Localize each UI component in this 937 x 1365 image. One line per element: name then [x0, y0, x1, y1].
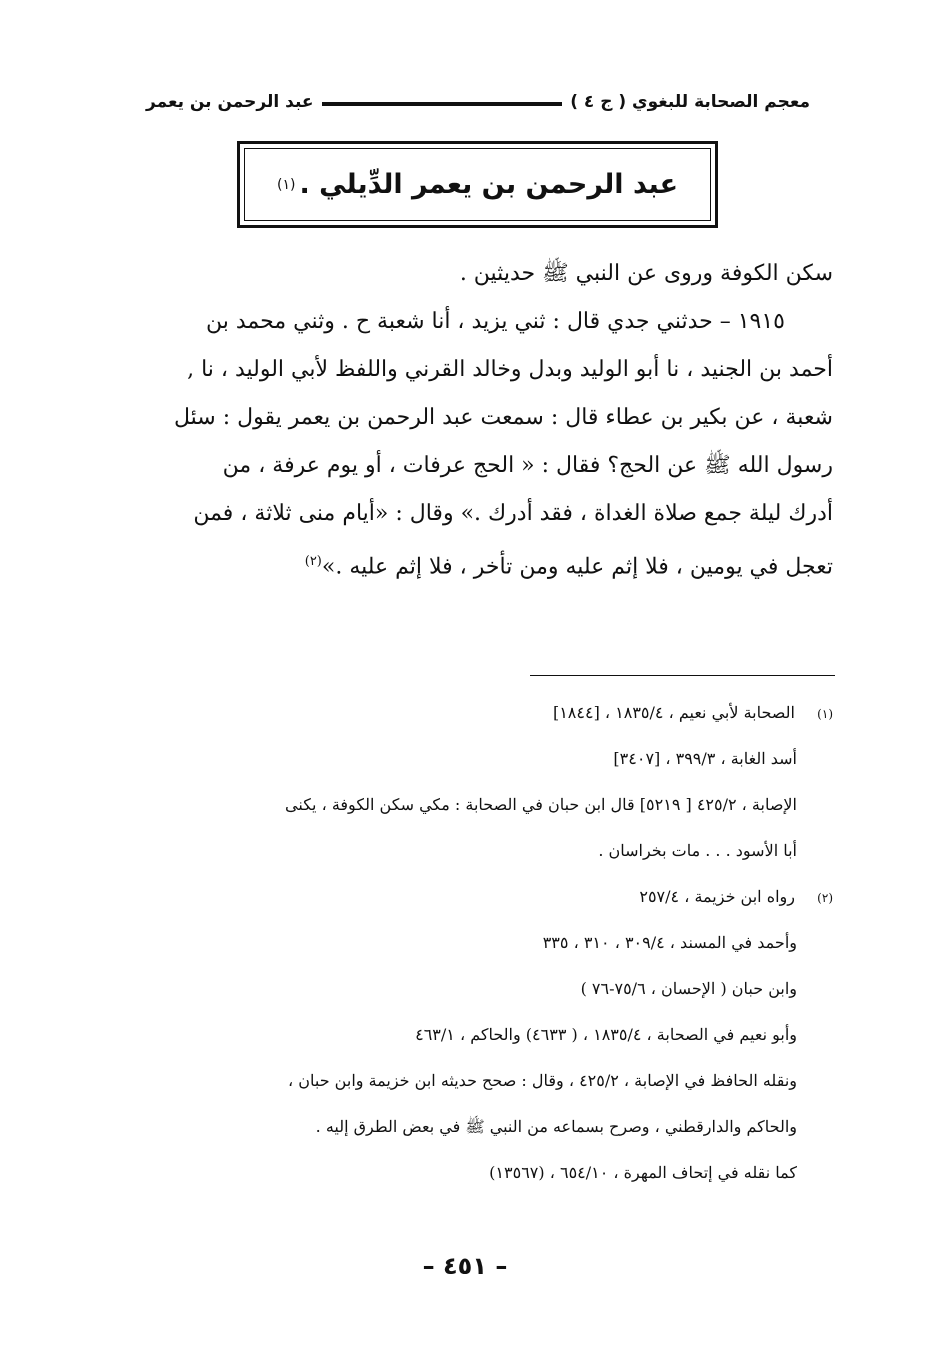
body-text	[133, 250, 833, 591]
footnote-text: أسد الغابة ، ٣٩٩/٣ ، [٣٤٠٧]	[613, 749, 797, 768]
footnote-separator	[530, 675, 835, 676]
body-line: أدرك ليلة جمع صلاة الغداة ، فقد أدرك .» وقال : «أيام منى ثلاثة ، فمن	[193, 501, 833, 526]
page-number: – ٤٥١ –	[422, 1252, 508, 1280]
footnote-line	[113, 874, 833, 920]
footnote-line	[113, 920, 833, 966]
footnote-line	[113, 782, 833, 828]
footnote-line	[113, 1058, 833, 1104]
footnote-text: الإصابة ، ٤٢٥/٢ [ ٥٢١٩] قال ابن حبان في الصحابة : مكي سكن الكوفة ، يكنى	[285, 795, 797, 814]
footnote-text: والحاكم والدارقطني ، وصرح بسماعه من النبي ﷺ في بعض الطرق إليه .	[315, 1117, 797, 1136]
body-line: رسول الله ﷺ عن الحج؟ فقال : « الحج عرفات ، أو يوم عرفة ، من	[222, 453, 833, 478]
body-line-last	[133, 538, 833, 591]
body-intro: سكن الكوفة وروى عن النبي ﷺ حديثين .	[459, 261, 833, 286]
header-entry-name: عبد الرحمن بن يعمر	[146, 92, 314, 112]
footnote-number: (٢)	[817, 891, 833, 905]
footnote-line	[113, 690, 833, 736]
footnotes	[113, 690, 833, 1196]
footnote-text: الصحابة لأبي نعيم ، ١٨٣٥/٤ ، [١٨٤٤]	[552, 703, 795, 722]
footnote-line	[113, 828, 833, 874]
running-header	[146, 88, 810, 116]
body-line: ١٩١٥ – حدثني جدي قال : ثني يزيد ، أنا شعبة ح . وثني محمد بن	[206, 309, 785, 334]
footnote-text: وأحمد في المسند ، ٣٠٩/٤ ، ٣١٠ ، ٣٣٥	[542, 933, 797, 952]
entry-title-footnote-ref: (١)	[277, 176, 296, 193]
footnote-line	[113, 1104, 833, 1150]
body-line: تعجل في يومين ، فلا إثم عليه ومن تأخر ، فلا إثم عليه .»	[321, 554, 833, 580]
body-line: أحمد بن الجنيد ، نا أبو الوليد وبدل وخالد القرني واللفظ لأبي الوليد ، نا ,	[187, 357, 833, 382]
footnote-text: رواه ابن خزيمة ، ٢٥٧/٤	[639, 887, 795, 906]
footnote-text: كما نقله في إتحاف المهرة ، ٦٥٤/١٠ ، (١٣٥٦٧)	[489, 1163, 797, 1182]
footnote-line	[113, 966, 833, 1012]
footnote-text: وابن حبان ( الإحسان ، ٧٥/٦-٧٦ )	[580, 979, 797, 998]
footnote-text: ونقله الحافظ في الإصابة ، ٤٢٥/٢ ، وقال : صحح حديثه ابن خزيمة وابن حبان ،	[288, 1071, 797, 1090]
header-book-title: معجم الصحابة للبغوي ( ج ٤ )	[570, 92, 810, 112]
body-footnote-ref: (٢)	[304, 554, 322, 569]
entry-title: عبد الرحمن بن يعمر الدِّيلي .	[299, 169, 679, 200]
footnote-line	[113, 1012, 833, 1058]
header-rule	[322, 102, 563, 106]
footnote-text: وأبو نعيم في الصحابة ، ١٨٣٥/٤ ، ( ٤٦٣٣) والحاكم ، ٤٦٣/١	[415, 1025, 797, 1044]
footnote-line	[113, 736, 833, 782]
entry-title-box	[237, 141, 718, 228]
body-line: شعبة ، عن بكير بن عطاء قال : سمعت عبد الرحمن بن يعمر يقول : سئل	[173, 405, 833, 430]
footnote-line	[113, 1150, 833, 1196]
footnote-text: أبا الأسود . . . مات بخراسان .	[598, 841, 797, 860]
footnote-number: (١)	[817, 707, 833, 721]
entry-title-frame	[244, 148, 711, 221]
